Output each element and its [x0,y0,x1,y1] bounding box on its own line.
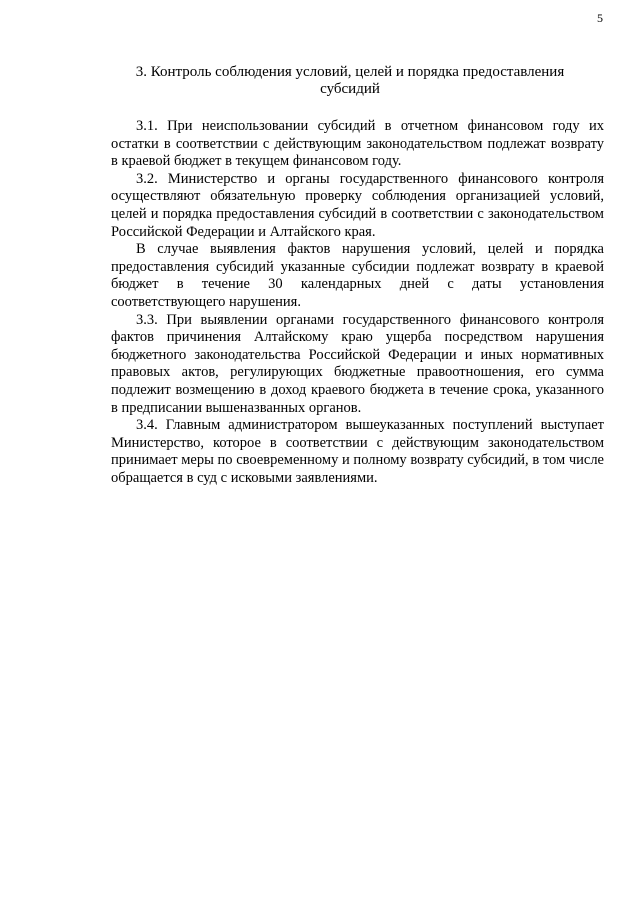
section-heading-line-2: субсидий [320,81,380,97]
paragraph-3-1: 3.1. При неиспользовании субсидий в отчетном финансовом году их остатки в соответствии с действующим законодательством подлежат возврату в краевой бюджет в текущем финансовом году. [111,118,604,170]
page-number: 5 [597,11,603,25]
section-heading-line-1: 3. Контроль соблюдения условий, целей и порядка предоставления [135,64,565,80]
paragraph-3-2: 3.2. Министерство и органы государственного финансового контроля осуществляют обязательную проверку соблюдения организацией условий, целей и порядка предоставления субсидий в соответствии с законодательством Российской Федерации и Алтайского края. [111,170,604,240]
section-heading [110,64,590,98]
section-body [111,118,604,487]
paragraph-3-3: 3.3. При выявлении органами государственного финансового контроля фактов причинения Алтайскому краю ущерба посредством нарушения бюджетного законодательства Российской Федерации и иных нормативных правовых актов, регулирующих бюджетные правоотношения, его сумма подлежит возмещению в доход краевого бюджета в течение срока, указанного в предписании вышеназванных органов. [111,311,604,416]
paragraph-3-4: 3.4. Главным администратором вышеуказанных поступлений выступает Министерство, которое в соответствии с действующим законодательством принимает меры по своевременному и полному возврату субсидий, в том числе обращается в суд с исковыми заявлениями. [111,417,604,486]
paragraph-3-2-violation: В случае выявления фактов нарушения условий, целей и порядка предоставления субсидий указанные субсидии подлежат возврату в краевой бюджет в течение 30 календарных дней с даты установления соответствующего нарушения. [111,241,604,310]
